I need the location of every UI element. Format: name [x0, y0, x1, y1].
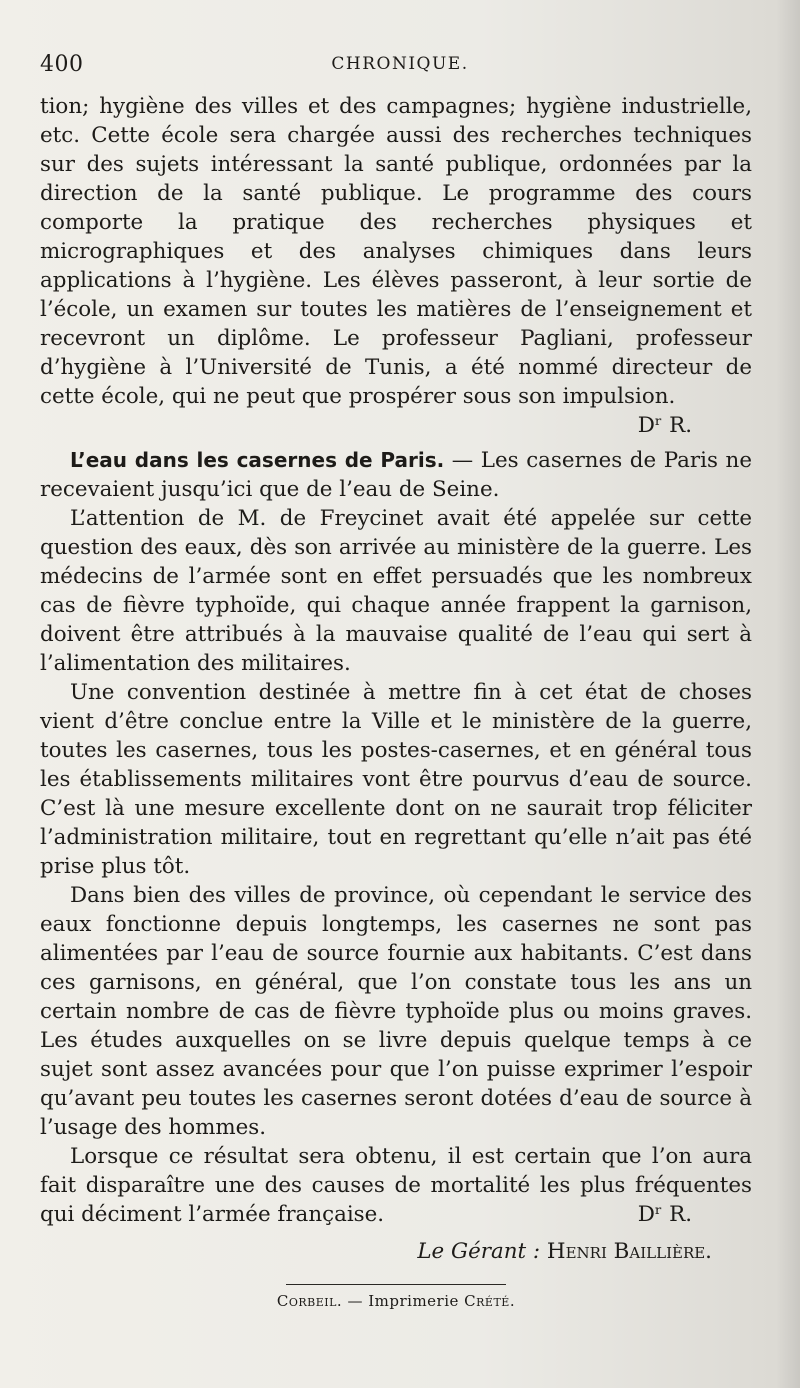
page-number: 400	[40, 52, 84, 77]
running-head: CHRONIQUE.	[331, 54, 469, 74]
paragraph-text: Lorsque ce résultat sera obtenu, il est certain que l’on aura fait disparaître une des causes de mortalité les plus fréquentes qui déciment l’armée française.	[40, 1144, 752, 1227]
imprint-line	[40, 1287, 752, 1316]
footer-rule	[286, 1284, 506, 1285]
imprint-separator: —	[342, 1292, 369, 1310]
paragraph-freycinet: L’attention de M. de Freycinet avait été appelée sur cette question des eaux, dès son arrivée au ministère de la guerre. Les médecins de l’armée sont en effet persuadés que les nombreux cas de fièvre typhoïde, qui chaque année frappent la garnison, doivent être attribués à la mauvaise qualité de l’eau qui sert à l’alimentation des militaires.	[40, 506, 752, 676]
imprint-printer: Crété.	[464, 1292, 516, 1310]
gerant-line	[40, 1237, 752, 1266]
signature: Dʳ R.	[637, 1202, 692, 1227]
paragraph-casernes-intro	[40, 446, 752, 504]
gerant-label: Le Gérant :	[417, 1239, 541, 1264]
imprint-text: Imprimerie	[368, 1292, 465, 1310]
paragraph-province: Dans bien des villes de province, où cependant le service des eaux fonctionne depuis longtemps, les casernes ne sont pas alimentées par l’eau de source fournie aux habitants. C’est dans ces garnisons, en général, que l’on constate tous les ans un certain nombre de cas de fièvre typhoïde plus ou moins graves. Les études auxquelles on se livre depuis quelque temps à ce sujet sont assez avancées pour que l’on puisse exprimer l’espoir qu’avant peu toutes les casernes seront dotées d’eau de source à l’usage des hommes.	[40, 883, 752, 1140]
section-title: L’eau dans les casernes de Paris.	[70, 448, 445, 472]
paragraph-hygiene-school	[40, 92, 752, 438]
page-body	[40, 92, 752, 1316]
paragraph-text: tion; hygiène des villes et des campagnes; hygiène industrielle, etc. Cette école sera chargée aussi des recherches techniques sur des sujets intéressant la santé publique, ordonnées par la direction de la santé publique. Le programme des cours comporte la pratique des recherches physiques et micrographiques et des analyses chimiques dans leurs applications à l’hygiène. Les élèves passeront, à leur sortie de l’école, un examen sur toutes les matières de l’enseignement et recevront un diplôme. Le professeur Pagliani, professeur d’hygiène à l’Université de Tunis, a été nommé directeur de cette école, qui ne peut que prospérer sous son impulsion.	[40, 94, 752, 409]
paragraph-convention: Une convention destinée à mettre fin à cet état de choses vient d’être conclue entre la Ville et le ministère de la guerre, toutes les casernes, tous les postes-casernes, et en général tous les établissements militaires vont être pourvus d’eau de source. C’est là une mesure excellente dont on ne saurait trop féliciter l’administration militaire, tout en regrettant qu’elle n’ait pas été prise plus tôt.	[40, 680, 752, 879]
gerant-name: Henri Baillière.	[546, 1239, 712, 1264]
page-header	[40, 52, 760, 82]
paragraph-text: — Les casernes de Paris ne recevaient jusqu’ici que de l’eau de Seine.	[40, 448, 752, 502]
signature: Dʳ R.	[637, 413, 692, 438]
paragraph-conclusion	[40, 1142, 752, 1229]
imprint-city: Corbeil.	[276, 1292, 343, 1310]
